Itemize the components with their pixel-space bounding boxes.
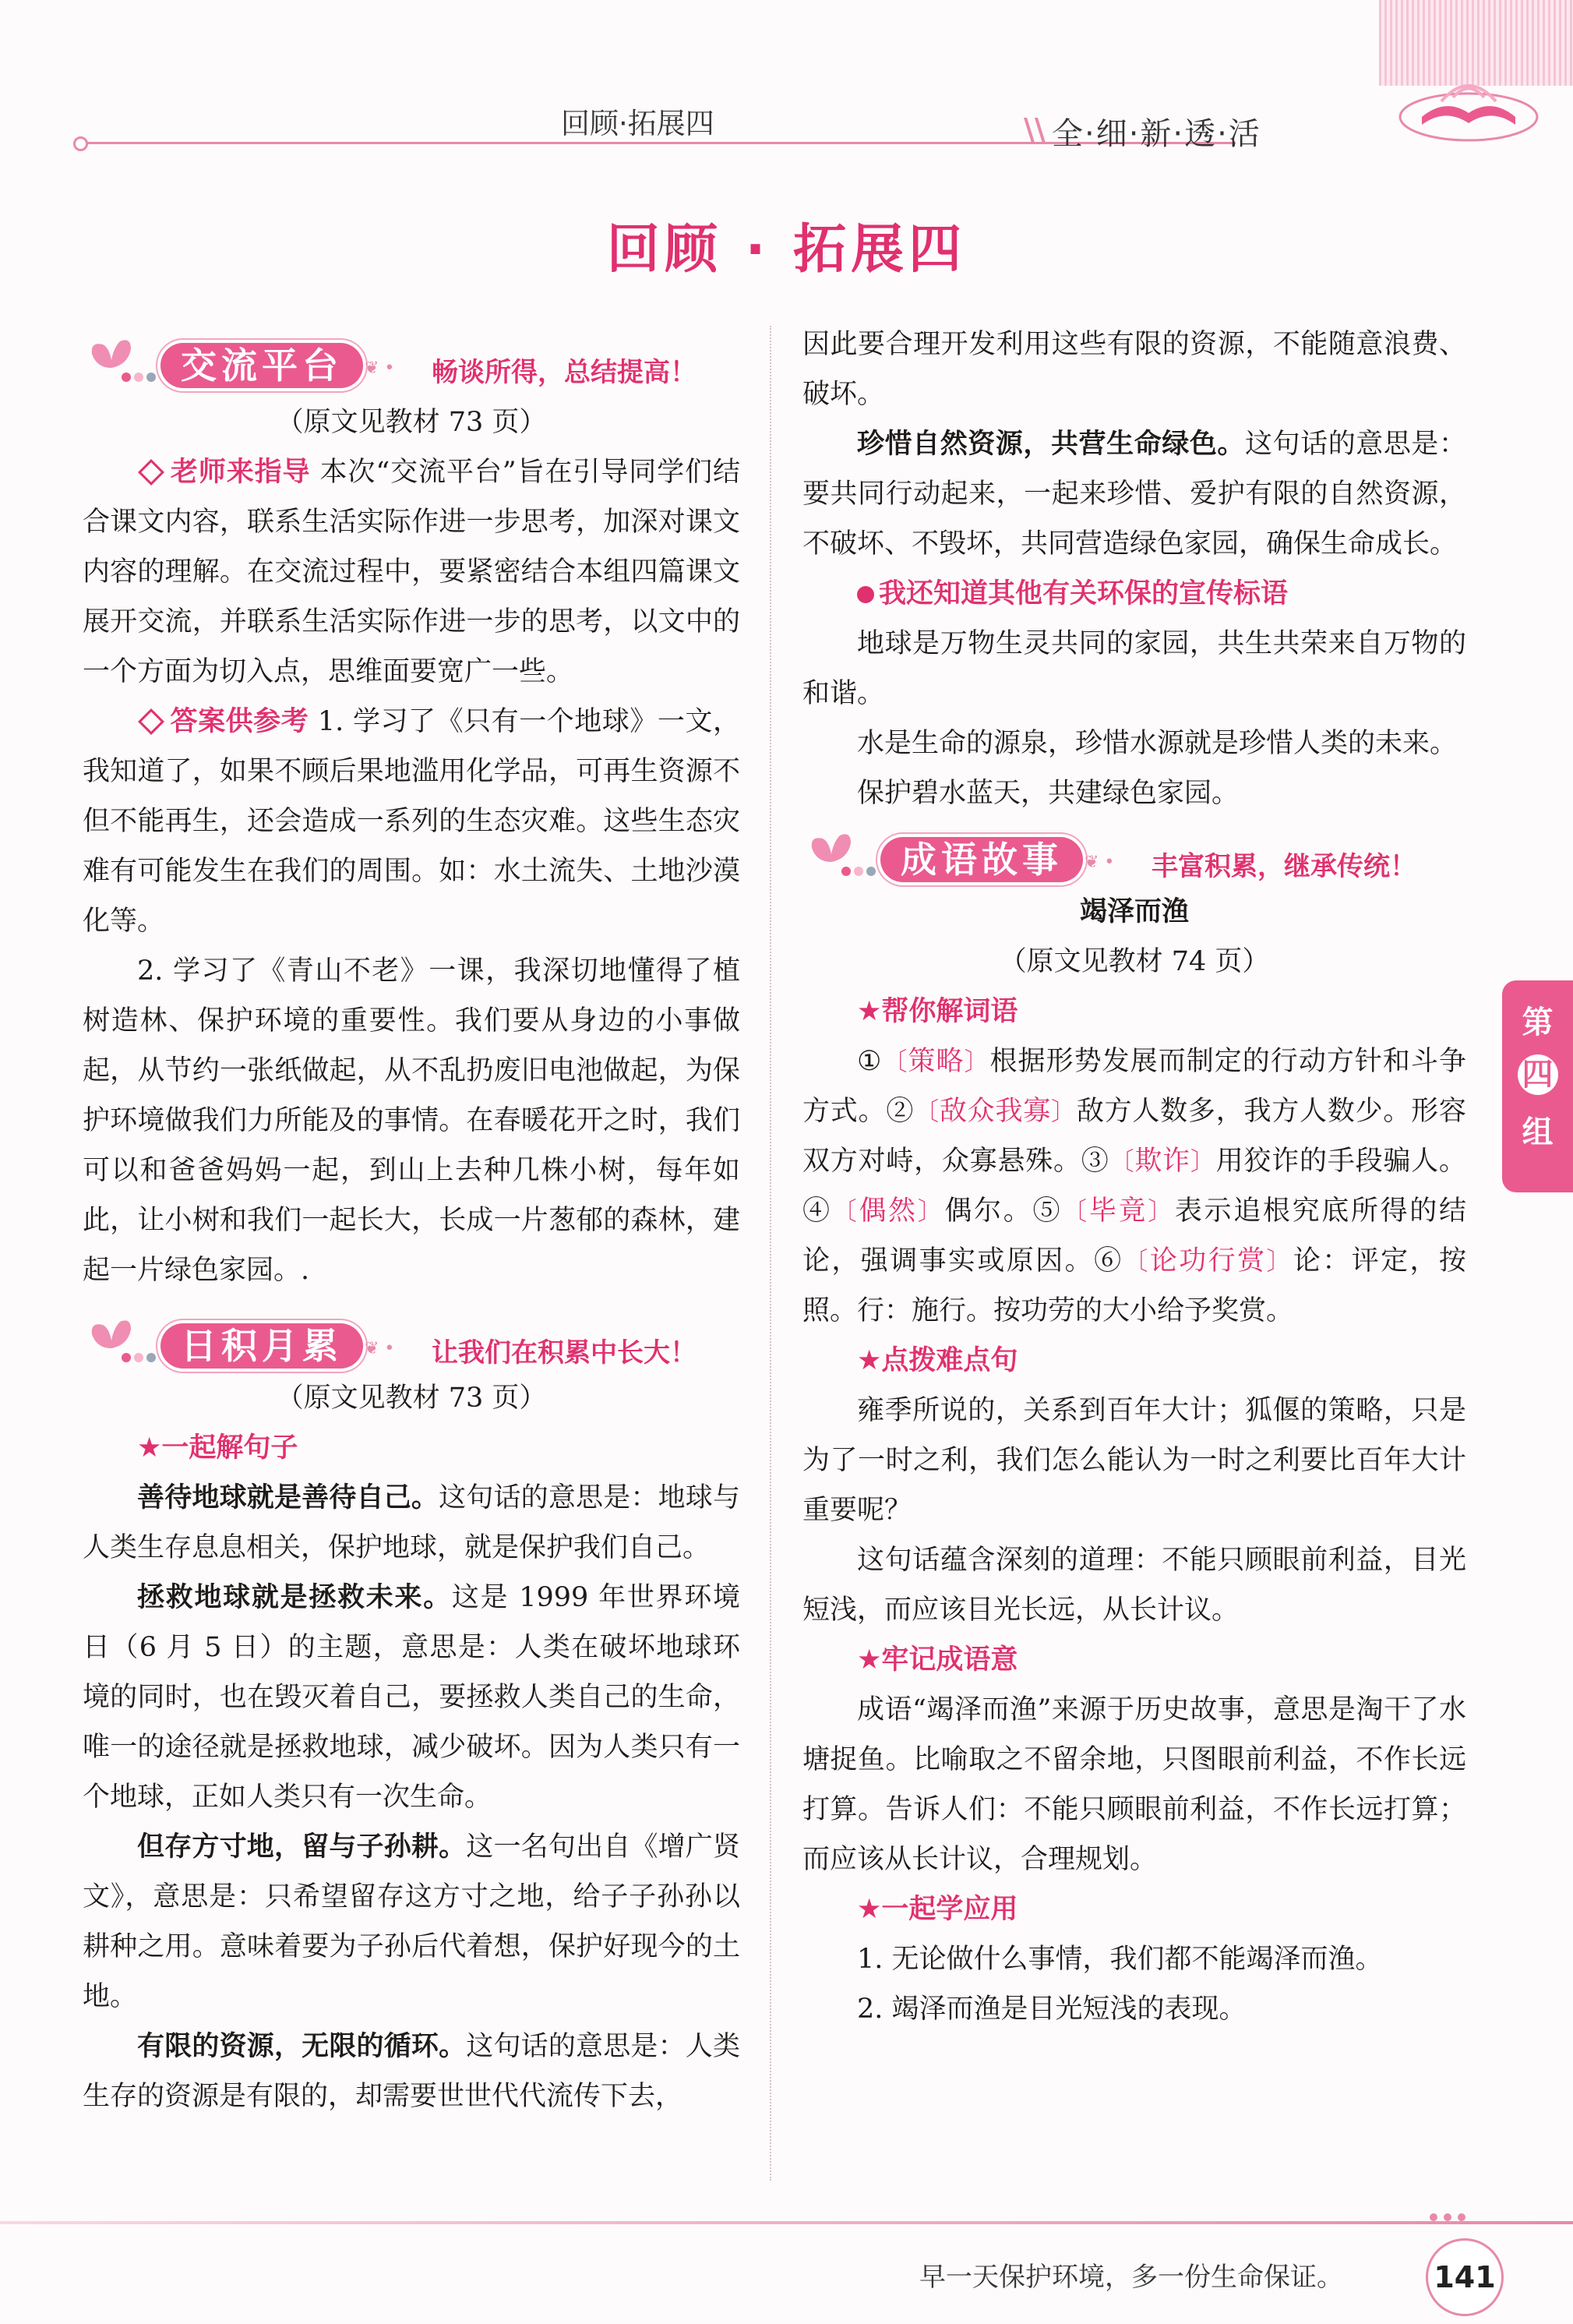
page-title: 回顾 · 拓展四 [606, 219, 967, 281]
sentence-5: 珍惜自然资源，共营生命绿色。这句话的意思是：要共同行动起来，一起来珍惜、爱护有限的自然资源，不破坏、不毁坏，共同营造绿色家园，确保生命成长。 [802, 429, 1466, 560]
running-title: 回顾·拓展四 [561, 107, 714, 140]
section-tagline-accumulate: 让我们在积累中长大！ [432, 1337, 697, 1369]
slogan-2: 水是生命的源泉，珍惜水源就是珍惜人类的未来。 [857, 728, 1458, 759]
subheading-application: ★一起学应用 [857, 1894, 1018, 1925]
idiom-meaning: 成语“竭泽而渔”来源于历史故事，意思是淘干了水塘捉鱼。比喻取之不留余地，只图眼前利益，不作长远打算。告诉人们：不能只顾眼前利益，不作长远打算；而应该从长计议，合理规划。 [802, 1694, 1466, 1875]
source-note: （原文见教材 74 页） [999, 946, 1270, 977]
right-column [802, 320, 1466, 2034]
teacher-guide-label: 老师来指导 [170, 457, 311, 488]
dots-decoration-icon [120, 369, 159, 385]
word-6: 论功行赏 [1149, 1245, 1267, 1277]
leaf-decoration-icon: ❦ • [1085, 853, 1115, 872]
difficult-sentence: 雍季所说的，关系到百年大计；狐偃的策略，只是为了一时之利，我们怎么能认为一时之利要比百年大计重要呢？ [802, 1395, 1466, 1526]
subheading-difficult-sentence: ★点拨难点句 [857, 1345, 1018, 1376]
subheading-words: ★帮你解词语 [857, 996, 1018, 1027]
section-tagline-exchange: 畅谈所得，总结提高！ [432, 357, 697, 388]
slash-decoration-icon: \\ [1024, 112, 1046, 147]
side-tab-char-3: 组 [1522, 1114, 1554, 1150]
footer-rule [0, 2221, 1573, 2224]
sentence-4-continued: 因此要合理开发利用这些有限的资源，不能随意浪费、破坏。 [802, 329, 1466, 410]
word-1: 策略 [908, 1046, 965, 1077]
answer-paragraph-1 [83, 697, 740, 946]
teacher-guide-paragraph [83, 447, 740, 697]
word-5: 毕竟 [1088, 1196, 1148, 1227]
butterfly-icon [809, 831, 854, 867]
butterfly-icon [89, 1317, 134, 1353]
subheading-sentences: ★一起解句子 [137, 1432, 298, 1464]
word-2: 敌众我寡 [939, 1096, 1052, 1127]
slogans-heading: 我还知道其他有关环保的宣传标语 [802, 569, 1466, 619]
butterfly-icon [89, 337, 134, 373]
slogan-1: 地球是万物生灵共同的家园，共生共荣来自万物的和谐。 [802, 628, 1466, 709]
application-1: 1. 无论做什么事情，我们都不能竭泽而渔。 [857, 1944, 1383, 1975]
source-note: （原文见教材 73 页） [276, 407, 547, 438]
answer-label: 答案供参考 [170, 706, 309, 737]
dots-decoration-icon [840, 864, 879, 879]
side-tab-char-2: 四 [1518, 1054, 1558, 1095]
page-number: 141 [1426, 2238, 1504, 2316]
leaf-decoration-icon: ❦ • [365, 358, 395, 378]
difficult-sentence-explanation: 这句话蕴含深刻的道理：不能只顾眼前利益，目光短浅，而应该目光长远，从长计议。 [802, 1545, 1466, 1626]
sentence-1: 善待地球就是善待自己。这句话的意思是：地球与人类生存息息相关，保护地球，就是保护我们自己。 [83, 1482, 740, 1563]
unit-side-tab [1502, 980, 1573, 1192]
word-4: 偶然 [859, 1196, 918, 1227]
sentence-3: 但存方寸地，留与子孙耕。这一名句出自《增广贤文》，意思是：只希望留存这方寸之地，给子子孙孙以耕种之用。意味着要为子孙后代着想，保护好现今的土地。 [83, 1831, 740, 2012]
column-divider [770, 326, 771, 2181]
header-slogan: 全·细·新·透·活 [1052, 116, 1261, 152]
left-column [83, 330, 740, 2121]
leaf-decoration-icon: ❦ • [365, 1339, 395, 1358]
section-banner-idiom [802, 825, 1466, 887]
diamond-icon [138, 708, 164, 735]
section-title-accumulate: 日积月累 [160, 1323, 363, 1369]
section-title-exchange: 交流平台 [160, 343, 363, 388]
application-2: 2. 竭泽而渔是目光短浅的表现。 [857, 1994, 1247, 2025]
sentence-2: 拯救地球就是拯救未来。这是 1999 年世界环境日（6 月 5 日）的主题，意思是：人类在破坏地球环境的同时，也在毁灭着自己，要拯救人类自己的生命，唯一的途径就是拯救地球，减少破坏。因为人类只有一个地球，正如人类只有一次生命。 [83, 1582, 740, 1813]
answer-text-1: 1. 学习了《只有一个地球》一文，我知道了，如果不顾后果地滥用化学品，可再生资源不但不能再生，还会造成一系列的生态灾难。这些生态灾难有可能发生在我们的周围。如：水土流失、土地沙漠化等。 [83, 706, 740, 937]
source-note: （原文见教材 73 页） [276, 1383, 547, 1414]
story-title: 竭泽而渔 [1079, 896, 1189, 927]
dots-decoration-icon [120, 1350, 159, 1365]
section-banner-accumulate [83, 1311, 740, 1373]
section-title-idiom: 成语故事 [880, 837, 1083, 882]
diamond-icon [138, 459, 164, 486]
teacher-guide-text: 本次“交流平台”旨在引导同学们结合课文内容，联系生活实际作进一步思考，加深对课文内容的理解。在交流过程中，要紧密结合本组四篇课文展开交流，并联系生活实际作进一步的思考，以文中的一个方面为切入点，思维面要宽广一些。 [83, 457, 740, 687]
subheading-meaning: ★牢记成语意 [857, 1644, 1018, 1676]
bullet-dot-icon [857, 586, 874, 603]
section-tagline-idiom: 丰富积累，继承传统！ [1152, 851, 1416, 882]
word-explanations: ①〔策略〕根据形势发展而制定的行动方针和斗争方式。②〔敌众我寡〕敌方人数多，我方人数少。形容双方对峙，众寡悬殊。③〔欺诈〕用狡诈的手段骗人。④〔偶然〕偶尔。⑤〔毕竟〕表示追根究底所得的结论，强调事实或原因。⑥〔论功行赏〕论：评定，按照。行：施行。按功劳的大小给予奖赏。 [802, 1046, 1466, 1326]
slogan-3: 保护碧水蓝天，共建绿色家园。 [857, 778, 1240, 809]
footer-slogan: 早一天保护环境，多一份生命保证。 [919, 2262, 1343, 2293]
section-banner-exchange [83, 330, 740, 393]
book-logo-icon [1395, 62, 1543, 148]
answer-paragraph-2: 2. 学习了《青山不老》一课，我深切地懂得了植树造林、保护环境的重要性。我们要从身边的小事做起，从节约一张纸做起，从不乱扔废旧电池做起，为保护环境做我们力所能及的事情。在春暖花开之时，我们可以和爸爸妈妈一起，到山上去种几株小树，每年如此，让小树和我们一起长大，长成一片葱郁的森林，建起一片绿色家园。. [83, 955, 740, 1286]
word-3: 欺诈 [1134, 1146, 1190, 1177]
sentence-4: 有限的资源，无限的循环。这句话的意思是：人类生存的资源是有限的，却需要世世代代流传下去， [83, 2031, 740, 2112]
side-tab-char-1: 第 [1522, 1005, 1554, 1040]
